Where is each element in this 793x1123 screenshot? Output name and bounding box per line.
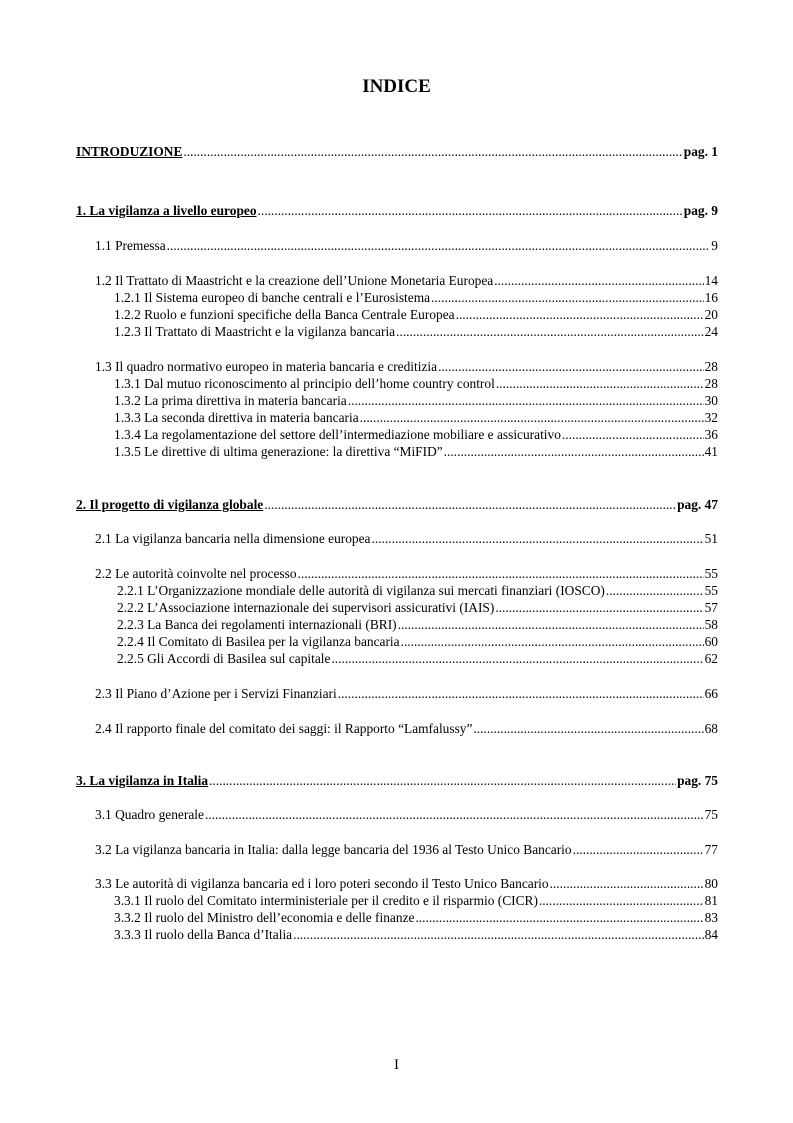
toc-entry-3-3[interactable] bbox=[95, 876, 718, 892]
toc-entry-page: 68 bbox=[704, 721, 718, 736]
dot-leader bbox=[398, 617, 704, 633]
toc-entry-page: 14 bbox=[704, 273, 718, 288]
toc-entry-page: 32 bbox=[704, 410, 718, 425]
dot-leader bbox=[562, 427, 704, 443]
toc-entry-page: 75 bbox=[704, 807, 718, 822]
toc-entry-page: 28 bbox=[704, 376, 718, 391]
toc-entry-1-3-2[interactable] bbox=[114, 393, 718, 409]
toc-entry-label: 1.3.2 La prima direttiva in materia bancaria bbox=[114, 393, 347, 408]
dot-leader bbox=[167, 238, 711, 254]
toc-entry-page: pag. 47 bbox=[677, 497, 718, 512]
toc-entry-label: 2.2.5 Gli Accordi di Basilea sul capitale bbox=[117, 651, 331, 666]
toc-entry-page: 55 bbox=[704, 566, 718, 581]
toc-entry-chapter-1[interactable] bbox=[76, 203, 718, 219]
toc-entry-label: 1. La vigilanza a livello europeo bbox=[76, 203, 257, 218]
toc-entry-label: 3.1 Quadro generale bbox=[95, 807, 204, 822]
toc-entry-2-2-1[interactable] bbox=[117, 583, 718, 599]
dot-leader bbox=[444, 444, 704, 460]
dot-leader bbox=[456, 307, 704, 323]
toc-entry-page: 30 bbox=[704, 393, 718, 408]
toc-entry-label: 2. Il progetto di vigilanza globale bbox=[76, 497, 264, 512]
toc-entry-page: 24 bbox=[704, 324, 718, 339]
toc-entry-page: 66 bbox=[704, 686, 718, 701]
dot-leader bbox=[539, 893, 704, 909]
toc-entry-page: 83 bbox=[704, 910, 718, 925]
toc-entry-page: 62 bbox=[704, 651, 718, 666]
toc-entry-page: 84 bbox=[704, 927, 718, 942]
dot-leader bbox=[401, 634, 704, 650]
toc-entry-2-1[interactable] bbox=[95, 531, 718, 547]
toc-entry-page: 36 bbox=[704, 427, 718, 442]
toc-entry-1-3-4[interactable] bbox=[114, 427, 718, 443]
toc-entry-1-3-5[interactable] bbox=[114, 444, 718, 460]
toc-entry-label: 1.3.4 La regolamentazione del settore dell’intermediazione mobiliare e assicurativo bbox=[114, 427, 561, 442]
dot-leader bbox=[473, 721, 703, 737]
toc-entry-2-2-5[interactable] bbox=[117, 651, 718, 667]
toc-entry-label: 1.3.3 La seconda direttiva in materia bancaria bbox=[114, 410, 359, 425]
toc-entry-label: 1.2 Il Trattato di Maastricht e la creazione dell’Unione Monetaria Europea bbox=[95, 273, 494, 288]
toc-entry-2-2-3[interactable] bbox=[117, 617, 718, 633]
dot-leader bbox=[258, 203, 683, 219]
toc-entry-label: 3.3.1 Il ruolo del Comitato interministeriale per il credito e il risparmio (CICR) bbox=[114, 893, 538, 908]
dot-leader bbox=[338, 686, 704, 702]
toc-entry-label: 1.3.1 Dal mutuo riconoscimento al principio dell’home country control bbox=[114, 376, 495, 391]
dot-leader bbox=[298, 566, 704, 582]
toc-entry-page: 41 bbox=[704, 444, 718, 459]
dot-leader bbox=[348, 393, 704, 409]
dot-leader bbox=[209, 773, 676, 789]
toc-entry-label: 1.2.3 Il Trattato di Maastricht e la vigilanza bancaria bbox=[114, 324, 396, 339]
toc-entry-3-3-1[interactable] bbox=[114, 893, 718, 909]
toc-entry-page: 51 bbox=[704, 531, 718, 546]
toc-entry-1-3-3[interactable] bbox=[114, 410, 718, 426]
toc-entry-3-3-2[interactable] bbox=[114, 910, 718, 926]
toc-entry-label: 1.2.1 Il Sistema europeo di banche centrali e l’Eurosistema bbox=[114, 290, 431, 305]
toc-entry-1-1[interactable] bbox=[95, 238, 718, 254]
toc-entry-page: pag. 1 bbox=[683, 144, 718, 159]
toc-entry-1-3-1[interactable] bbox=[114, 376, 718, 392]
dot-leader bbox=[431, 290, 704, 306]
toc-entry-page: 20 bbox=[704, 307, 718, 322]
dot-leader bbox=[415, 910, 703, 926]
dot-leader bbox=[494, 273, 703, 289]
toc-entry-2-2-4[interactable] bbox=[117, 634, 718, 650]
dot-leader bbox=[293, 927, 704, 943]
toc-entry-3-2[interactable] bbox=[95, 842, 718, 858]
toc-entry-page: 55 bbox=[704, 583, 718, 598]
toc-entry-label: 2.2.3 La Banca dei regolamenti internazionali (BRI) bbox=[117, 617, 397, 632]
toc-entry-label: 1.3.5 Le direttive di ultima generazione: la direttiva “MiFID” bbox=[114, 444, 443, 459]
dot-leader bbox=[438, 359, 704, 375]
toc-entry-label: 3.3.3 Il ruolo della Banca d’Italia bbox=[114, 927, 293, 942]
dot-leader bbox=[550, 876, 704, 892]
toc-entry-1-3[interactable] bbox=[95, 359, 718, 375]
toc-entry-1-2-3[interactable] bbox=[114, 324, 718, 340]
toc-entry-page: 9 bbox=[711, 238, 718, 253]
dot-leader bbox=[331, 651, 703, 667]
toc-entry-label: 2.4 Il rapporto finale del comitato dei saggi: il Rapporto “Lamfalussy” bbox=[95, 721, 473, 736]
toc-entry-page: 58 bbox=[704, 617, 718, 632]
toc-entry-label: INTRODUZIONE bbox=[76, 144, 183, 159]
toc-entry-chapter-3[interactable] bbox=[76, 773, 718, 789]
dot-leader bbox=[573, 842, 704, 858]
dot-leader bbox=[495, 600, 703, 616]
page-title: INDICE bbox=[362, 76, 431, 97]
dot-leader bbox=[606, 583, 704, 599]
toc-entry-label: 2.2.2 L’Associazione internazionale dei supervisori assicurativi (IAIS) bbox=[117, 600, 495, 615]
toc-entry-3-3-3[interactable] bbox=[114, 927, 718, 943]
dot-leader bbox=[360, 410, 704, 426]
toc-entry-label: 2.2.4 Il Comitato di Basilea per la vigilanza bancaria bbox=[117, 634, 400, 649]
toc-entry-2-3[interactable] bbox=[95, 686, 718, 702]
toc-entry-label: 1.2.2 Ruolo e funzioni specifiche della Banca Centrale Europea bbox=[114, 307, 455, 322]
toc-entry-label: 2.2.1 L’Organizzazione mondiale delle autorità di vigilanza sui mercati finanziari (IOSCO) bbox=[117, 583, 605, 598]
toc-entry-page: 28 bbox=[704, 359, 718, 374]
toc-entry-1-2[interactable] bbox=[95, 273, 718, 289]
dot-leader bbox=[372, 531, 704, 547]
toc-entry-3-1[interactable] bbox=[95, 807, 718, 823]
toc-entry-label: 1.3 Il quadro normativo europeo in materia bancaria e creditizia bbox=[95, 359, 438, 374]
toc-entry-label: 3. La vigilanza in Italia bbox=[76, 773, 209, 788]
toc-entry-2-2-2[interactable] bbox=[117, 600, 718, 616]
toc-entry-label: 3.2 La vigilanza bancaria in Italia: dalla legge bancaria del 1936 al Testo Unico Bancario bbox=[95, 842, 572, 857]
page-number: I bbox=[394, 1057, 399, 1073]
toc-entry-label: 1.1 Premessa bbox=[95, 238, 166, 253]
toc-entry-page: 77 bbox=[704, 842, 718, 857]
toc-entry-introduzione[interactable] bbox=[76, 144, 718, 160]
toc-entry-label: 2.2 Le autorità coinvolte nel processo bbox=[95, 566, 297, 581]
dot-leader bbox=[205, 807, 704, 823]
dot-leader bbox=[396, 324, 703, 340]
toc-entry-page: 60 bbox=[704, 634, 718, 649]
toc-entry-page: 57 bbox=[704, 600, 718, 615]
dot-leader bbox=[183, 144, 682, 160]
toc-entry-1-2-2[interactable] bbox=[114, 307, 718, 323]
dot-leader bbox=[496, 376, 704, 392]
toc-entry-2-2[interactable] bbox=[95, 566, 718, 582]
toc-entry-chapter-2[interactable] bbox=[76, 497, 718, 513]
dot-leader bbox=[264, 497, 676, 513]
toc-entry-label: 3.3.2 Il ruolo del Ministro dell’economia e delle finanze bbox=[114, 910, 415, 925]
toc-entry-page: pag. 75 bbox=[677, 773, 718, 788]
toc-entry-2-4[interactable] bbox=[95, 721, 718, 737]
toc-entry-page: 16 bbox=[704, 290, 718, 305]
toc-entry-label: 2.1 La vigilanza bancaria nella dimensione europea bbox=[95, 531, 371, 546]
toc-entry-page: 80 bbox=[704, 876, 718, 891]
toc-entry-label: 2.3 Il Piano d’Azione per i Servizi Finanziari bbox=[95, 686, 337, 701]
toc-entry-label: 3.3 Le autorità di vigilanza bancaria ed i loro poteri secondo il Testo Unico Bancario bbox=[95, 876, 549, 891]
toc-entry-page: pag. 9 bbox=[683, 203, 718, 218]
toc-entry-page: 81 bbox=[704, 893, 718, 908]
toc-entry-1-2-1[interactable] bbox=[114, 290, 718, 306]
